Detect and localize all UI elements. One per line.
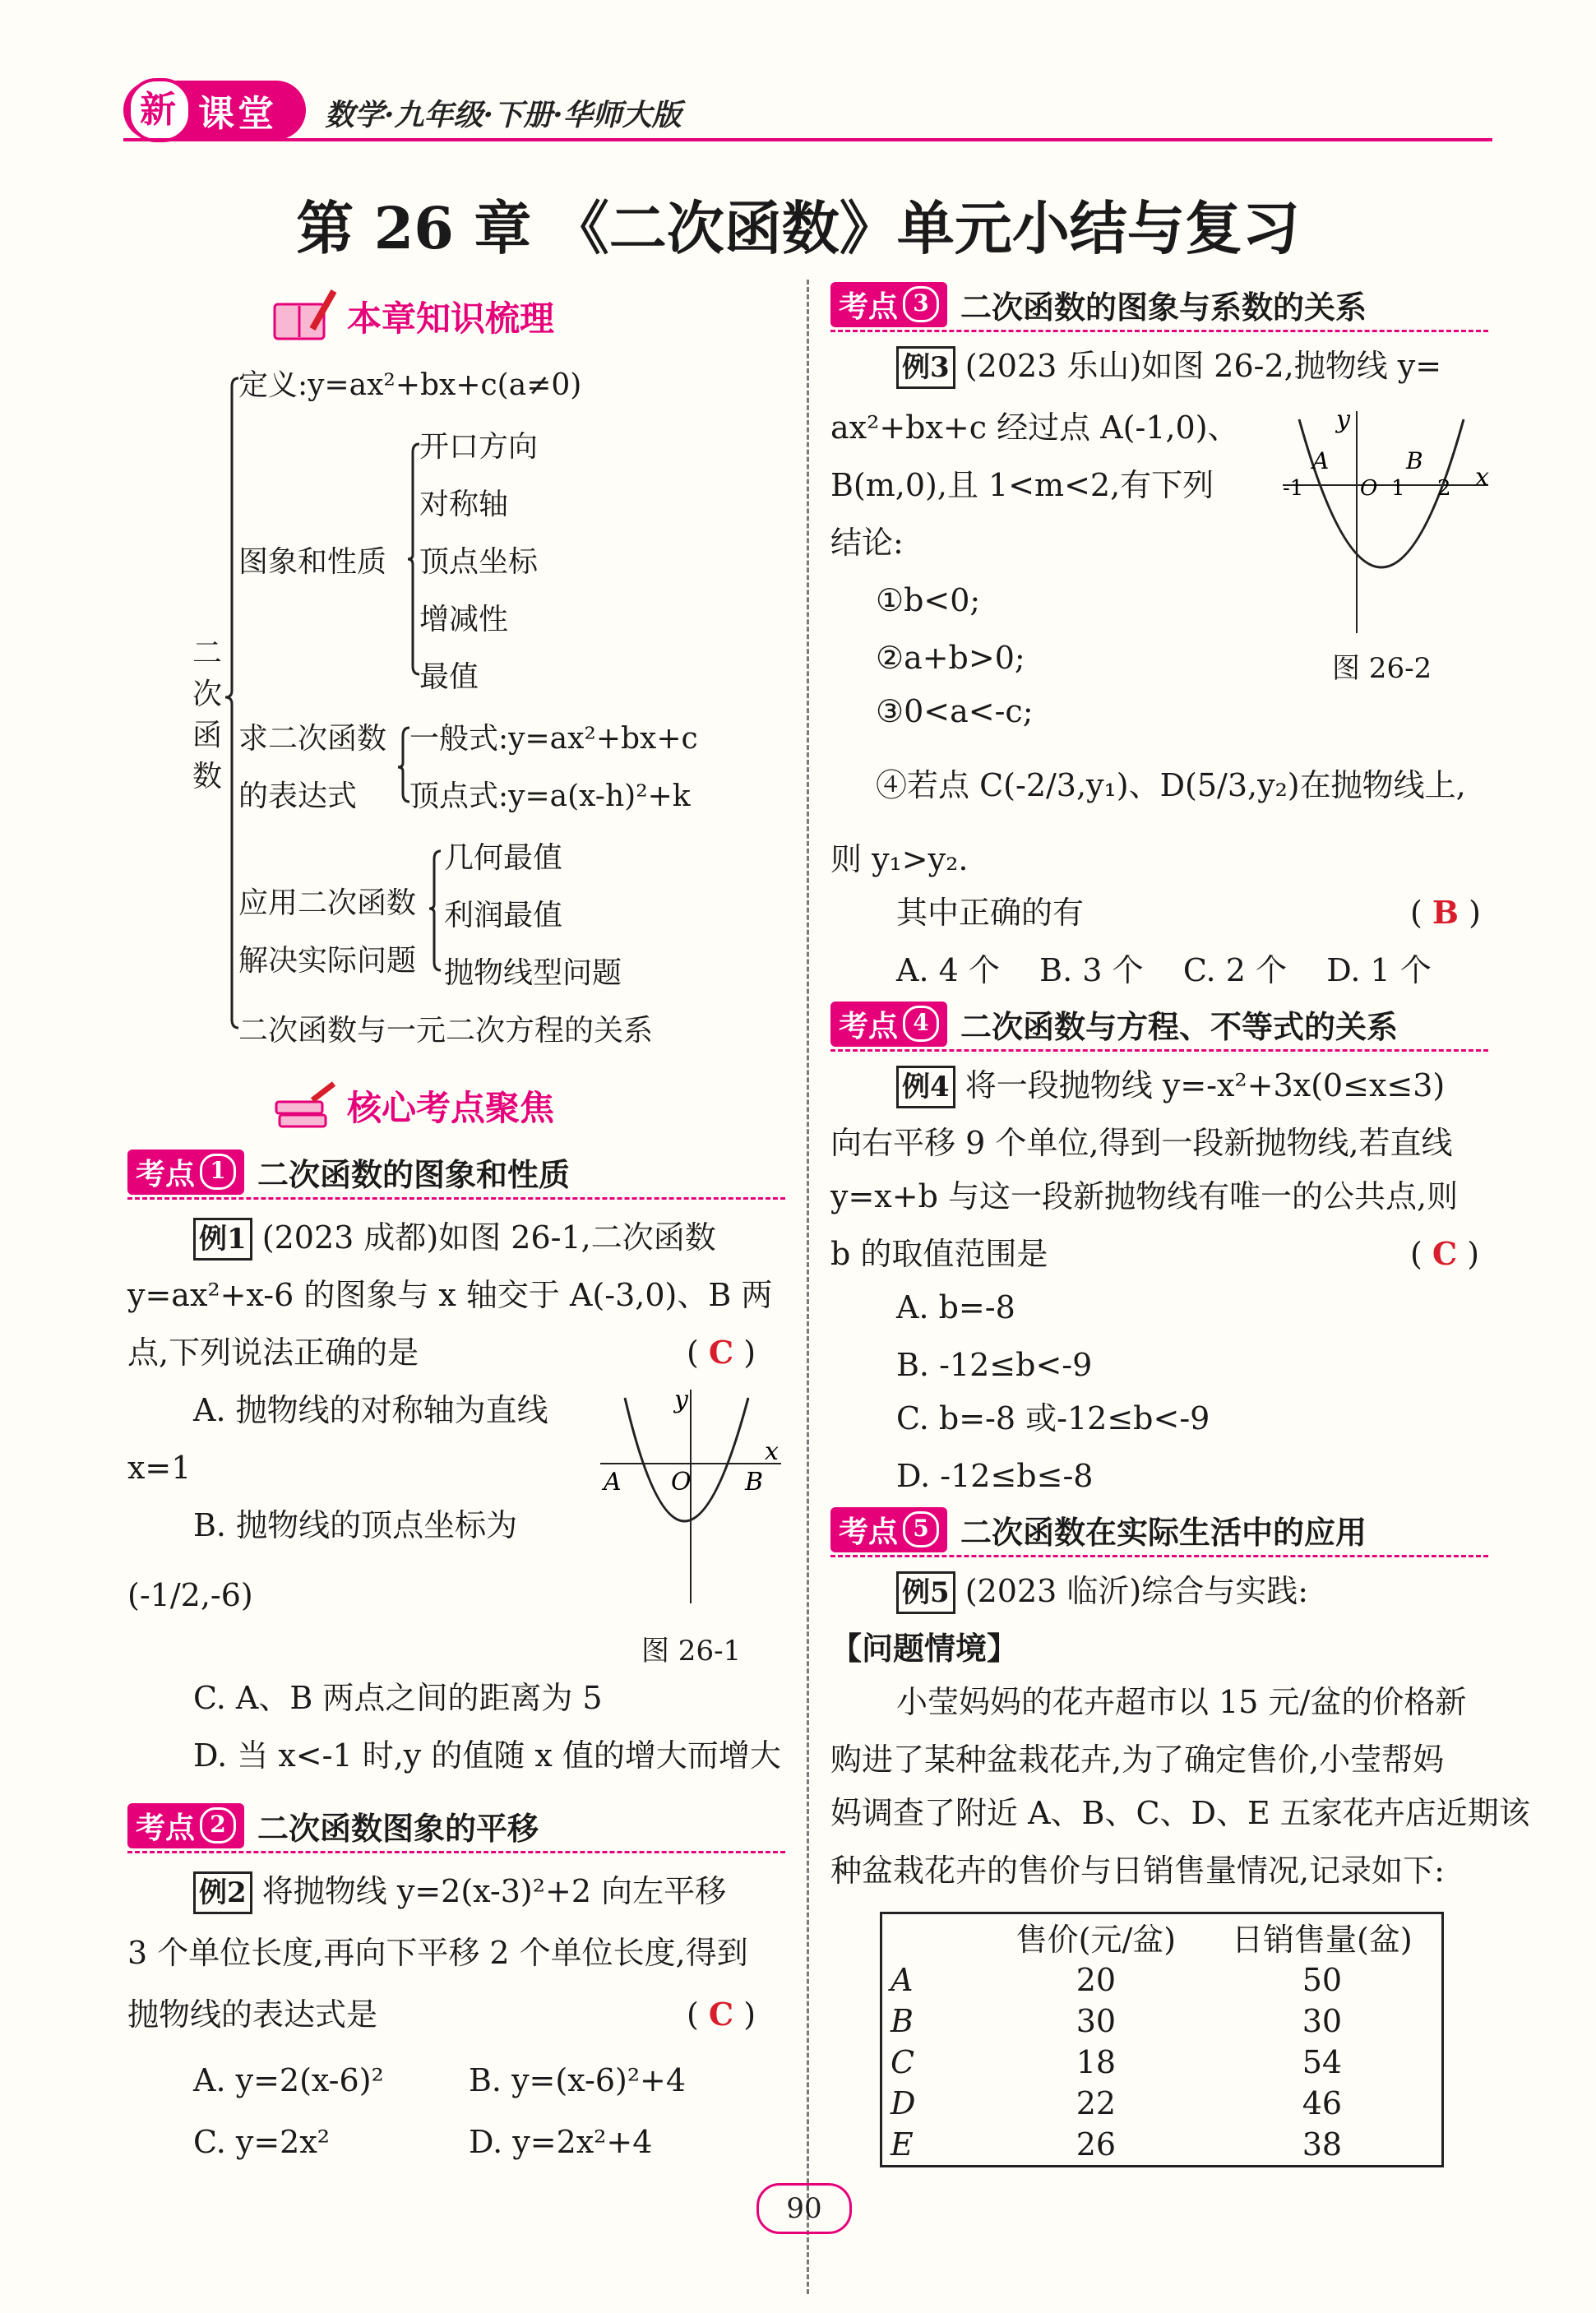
figure-26-1 [592, 1381, 789, 1620]
tree-relation: 二次函数与一元二次方程的关系 [238, 1014, 654, 1048]
question-line: 例5 (2023 临沂)综合与实践: [830, 1562, 1308, 1620]
tree-item: 最值 [419, 660, 479, 694]
option-a: A. 抛物线的对称轴为直线 [193, 1392, 548, 1428]
example-label: 例4 [896, 1066, 955, 1108]
tree-expr-label: 求二次函数 [238, 722, 387, 756]
point-label-b: B [745, 1468, 764, 1497]
table-cell: 26 [1076, 2126, 1117, 2163]
tick-label: 1 [1391, 476, 1405, 501]
table-cell: 30 [1302, 2003, 1343, 2039]
question-line: 结论: [830, 525, 904, 561]
book-subtitle: 数学·九年级·下册·华师大版 [325, 98, 682, 132]
table-cell: 20 [1076, 1962, 1117, 1998]
example-label: 例1 [193, 1218, 252, 1261]
option-d: D. -12≤b≤-8 [896, 1458, 1094, 1494]
table-cell: 50 [1302, 1962, 1343, 1998]
question-line: 例4 将一段抛物线 y=-x²+3x(0≤x≤3) [830, 1057, 1445, 1114]
tree-item: 利润最值 [444, 899, 563, 932]
page-number: 90 [756, 2183, 852, 2234]
option-d: D. 当 x<-1 时,y 的值随 x 值的增大而增大 [193, 1737, 781, 1774]
option-c: C. b=-8 或-12≤b<-9 [896, 1400, 1210, 1436]
table-header-row [882, 1914, 1441, 1959]
books-icon [271, 1077, 337, 1135]
kaodian-tag: 考点 1 [127, 1150, 244, 1195]
brand-logo [123, 81, 306, 140]
book-pen-icon [271, 288, 337, 345]
question-prompt: 其中正确的有 [896, 895, 1085, 931]
question-line: y=ax²+x-6 的图象与 x 轴交于 A(-3,0)、B 两 [127, 1277, 773, 1313]
answer-bracket: ( C ) [687, 1334, 756, 1371]
option-b: B. y=(x-6)²+4 [469, 2062, 687, 2098]
option-b: B. 抛物线的顶点坐标为 [193, 1507, 518, 1543]
brand-logo-text: 课堂 [198, 93, 277, 135]
knowledge-tree [115, 362, 789, 1061]
tick-label: -1 [1283, 476, 1304, 501]
table-header-cell [882, 1914, 989, 1959]
question-line: B(m,0),且 1<m<2,有下列 [830, 467, 1214, 503]
question-line: 购进了某种盆栽花卉,为了确定售价,小莹帮妈 [830, 1742, 1445, 1778]
options-row: A. 4 个 B. 3 个 C. 2 个 D. 1 个 [896, 952, 1432, 988]
table-cell: 46 [1302, 2085, 1343, 2121]
kaodian-tag: 考点 4 [830, 1002, 947, 1047]
option-c: C. A、B 两点之间的距离为 5 [193, 1680, 603, 1716]
tree-item: 顶点坐标 [419, 545, 539, 579]
question-line: 3 个单位长度,再向下平移 2 个单位长度,得到 [127, 1935, 748, 1971]
point-label-a: A [604, 1468, 622, 1497]
origin-label: O [1360, 476, 1378, 501]
figure-26-2 [1274, 403, 1497, 641]
question-line: 小莹妈妈的花卉超市以 15 元/盆的价格新 [896, 1684, 1467, 1720]
kaodian-5-header [830, 1505, 1488, 1554]
table-header-cell: 日销售量(盆) [1232, 1922, 1413, 1958]
kaodian-4-header [830, 999, 1488, 1048]
tree-apply-label: 应用二次函数 [238, 886, 417, 920]
question-line: 种盆栽花卉的售价与日销售量情况,记录如下: [830, 1853, 1445, 1889]
option-c: C. y=2x² [193, 2124, 331, 2160]
question-line: y=x+b 与这一段新抛物线有唯一的公共点,则 [830, 1178, 1459, 1214]
conclusion-3: ③0<a<-c; [876, 693, 1034, 729]
table-row [882, 2001, 1441, 2042]
table-cell: 30 [1076, 2003, 1117, 2039]
option-a: A. y=2(x-6)² [193, 2062, 384, 2098]
tree-item: 开口方向 [419, 430, 539, 464]
conclusion-1: ①b<0; [876, 582, 981, 618]
kaodian-tag: 考点 5 [830, 1507, 947, 1552]
example-label: 例2 [193, 1871, 252, 1914]
question-line: 妈调查了附近 A、B、C、D、E 五家花卉店近期该 [830, 1795, 1530, 1831]
question-line: ax²+bx+c 经过点 A(-1,0)、 [830, 409, 1239, 446]
table-header-cell: 售价(元/盆) [1015, 1922, 1177, 1958]
kaodian-2-header [127, 1801, 785, 1850]
question-line: 例2 将抛物线 y=2(x-3)²+2 向左平移 [127, 1862, 726, 1920]
example-label: 例3 [896, 346, 955, 389]
kaodian-1-header [127, 1147, 785, 1196]
table-cell: E [891, 2126, 914, 2163]
kaodian-title: 二次函数图象的平移 [257, 1809, 539, 1847]
column-divider [807, 280, 809, 2294]
question-line: 点,下列说法正确的是 [127, 1335, 419, 1371]
figure-caption: 图 26-1 [641, 1635, 742, 1668]
table-cell: A [891, 1962, 914, 1998]
option-a: A. b=-8 [896, 1289, 1015, 1325]
table-cell: 54 [1302, 2044, 1343, 2080]
origin-label: O [671, 1468, 692, 1497]
problem-situation-heading: 【问题情境】 [830, 1630, 1019, 1667]
question-line: 例1 (2023 成都)如图 26-1,二次函数 [127, 1209, 716, 1266]
kaodian-3-header [830, 280, 1488, 329]
figure-caption: 图 26-2 [1332, 652, 1432, 685]
axis-label-y: y [1336, 405, 1350, 434]
point-label-a: A [1312, 447, 1330, 474]
section-banner-core [271, 1077, 554, 1135]
question-line: b 的取值范围是 [830, 1236, 1048, 1272]
tree-root: 二次函数 [192, 636, 222, 793]
table-cell: C [891, 2044, 915, 2080]
sales-table [882, 1914, 1441, 2165]
option-b-cont: (-1/2,-6) [127, 1577, 253, 1613]
tree-item: 抛物线型问题 [444, 956, 622, 990]
table-row [882, 1959, 1441, 2001]
section-banner-label: 本章知识梳理 [347, 298, 555, 339]
option-b: B. -12≤b<-9 [896, 1347, 1093, 1383]
tree-expr-label: 的表达式 [238, 779, 358, 813]
table-row [882, 2083, 1441, 2124]
question-line: 抛物线的表达式是 [127, 1996, 378, 2033]
tree-item: 顶点式:y=a(x-h)²+k [409, 779, 691, 813]
tree-item: 一般式:y=ax²+bx+c [409, 722, 698, 756]
header-rule [123, 138, 1492, 141]
answer-bracket: ( C ) [1410, 1235, 1480, 1272]
option-d: D. y=2x²+4 [469, 2124, 653, 2160]
option-a-cont: x=1 [127, 1450, 192, 1486]
answer-bracket: ( C ) [687, 1996, 756, 2033]
tree-apply-label: 解决实际问题 [238, 944, 417, 978]
kaodian-title: 二次函数的图象与系数的关系 [960, 288, 1367, 326]
table-cell: 18 [1076, 2044, 1117, 2080]
axis-label-x: x [1475, 463, 1489, 492]
table-cell: 38 [1302, 2126, 1343, 2163]
kaodian-title: 二次函数的图象和性质 [257, 1155, 571, 1193]
table-cell: B [891, 2003, 914, 2039]
example-label: 例5 [896, 1571, 955, 1614]
section-banner-knowledge [271, 288, 554, 345]
tree-graph-props-label: 图象和性质 [238, 545, 387, 579]
tree-item: 几何最值 [444, 841, 563, 875]
table-cell: D [891, 2085, 916, 2121]
table-cell: 22 [1076, 2085, 1117, 2121]
conclusion-4: ④若点 C(-2/3,y₁)、D(5/3,y₂)在抛物线上, [876, 767, 1466, 803]
kaodian-title: 二次函数在实际生活中的应用 [960, 1513, 1367, 1551]
axis-label-y: y [674, 1385, 688, 1414]
tick-label: 2 [1437, 476, 1451, 501]
tree-item: 增减性 [419, 603, 509, 636]
answer-bracket: ( B ) [1410, 894, 1481, 931]
table-row [882, 2042, 1441, 2083]
axis-label-x: x [765, 1437, 779, 1466]
kaodian-tag: 考点 2 [127, 1803, 244, 1848]
kaodian-tag: 考点 3 [830, 282, 947, 327]
tree-definition: 定义:y=ax²+bx+c(a≠0) [238, 368, 582, 402]
section-banner-label: 核心考点聚焦 [347, 1088, 555, 1128]
question-line: 例3 (2023 乐山)如图 26-2,抛物线 y= [830, 337, 1441, 395]
chapter-title: 第 26 章 《二次函数》单元小结与复习 [296, 194, 1300, 262]
sales-table-frame [880, 1912, 1444, 2167]
table-row [882, 2124, 1441, 2165]
kaodian-title: 二次函数与方程、不等式的关系 [960, 1007, 1399, 1045]
brand-logo-mark: 新 [127, 78, 192, 142]
tree-item: 对称轴 [419, 488, 509, 521]
conclusion-2: ②a+b>0; [876, 640, 1025, 676]
question-line: 向右平移 9 个单位,得到一段新抛物线,若直线 [830, 1125, 1453, 1161]
conclusion-4-cont: 则 y₁>y₂. [830, 841, 969, 877]
point-label-b: B [1406, 447, 1423, 474]
